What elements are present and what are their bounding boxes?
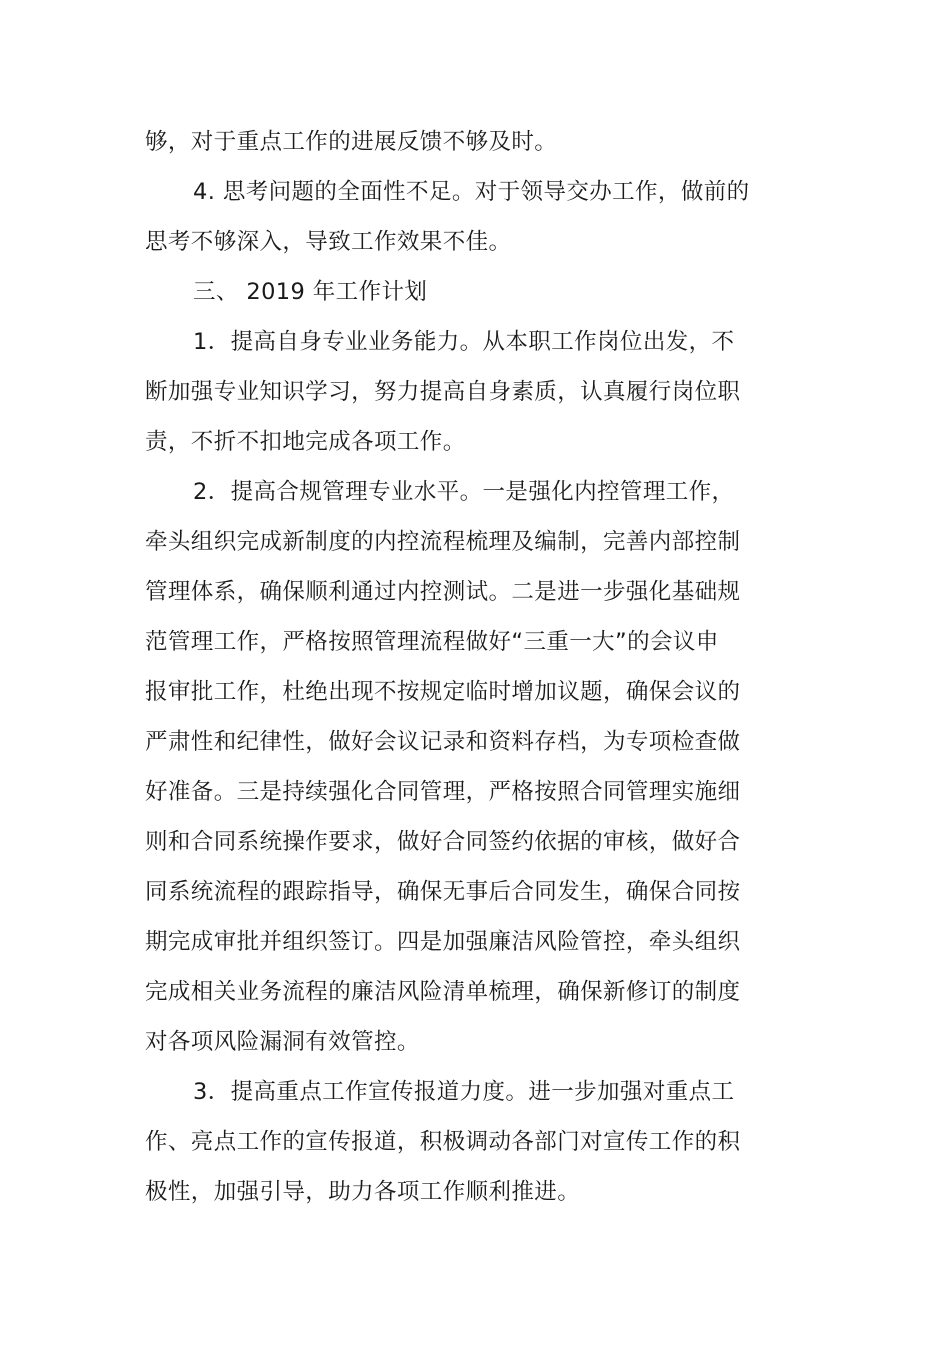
plan-item-1-line: 1．提高自身专业业务能力。从本职工作岗位出发，不 <box>193 329 735 355</box>
list-item-4-line: 4. 思考问题的全面性不足。对于领导交办工作，做前的 <box>193 179 750 205</box>
body-text-line: 思考不够深入，导致工作效果不佳。 <box>145 229 512 255</box>
section-heading: 三、 2019 年工作计划 <box>193 279 428 305</box>
body-text-line: 断加强专业知识学习，努力提高自身素质，认真履行岗位职 <box>145 379 741 405</box>
body-text-line: 牵头组织完成新制度的内控流程梳理及编制，完善内部控制 <box>145 529 741 555</box>
body-text-line: 报审批工作，杜绝出现不按规定临时增加议题，确保会议的 <box>145 679 741 705</box>
body-text-line: 严肃性和纪律性，做好会议记录和资料存档，为专项检查做 <box>145 729 741 755</box>
body-text-line: 则和合同系统操作要求，做好合同签约依据的审核，做好合 <box>145 829 741 855</box>
body-text-line: 责，不折不扣地完成各项工作。 <box>145 429 466 455</box>
body-text-line: 期完成审批并组织签订。四是加强廉洁风险管控，牵头组织 <box>145 929 741 955</box>
body-text-line: 够，对于重点工作的进展反馈不够及时。 <box>145 129 558 155</box>
plan-item-3-line: 3．提高重点工作宣传报道力度。进一步加强对重点工 <box>193 1079 735 1105</box>
body-text-line: 范管理工作，严格按照管理流程做好“三重一大”的会议申 <box>145 629 719 655</box>
body-text-line: 完成相关业务流程的廉洁风险清单梳理，确保新修订的制度 <box>145 979 741 1005</box>
body-text-line: 同系统流程的跟踪指导，确保无事后合同发生，确保合同按 <box>145 879 741 905</box>
plan-item-2-line: 2．提高合规管理专业水平。一是强化内控管理工作， <box>193 479 735 505</box>
body-text-line: 对各项风险漏洞有效管控。 <box>145 1029 420 1055</box>
body-text-line: 管理体系，确保顺利通过内控测试。二是进一步强化基础规 <box>145 579 741 605</box>
body-text-line: 作、亮点工作的宣传报道，积极调动各部门对宣传工作的积 <box>145 1129 741 1155</box>
body-text-line: 极性，加强引导，助力各项工作顺利推进。 <box>145 1179 581 1205</box>
body-text-line: 好准备。三是持续强化合同管理，严格按照合同管理实施细 <box>145 779 741 805</box>
